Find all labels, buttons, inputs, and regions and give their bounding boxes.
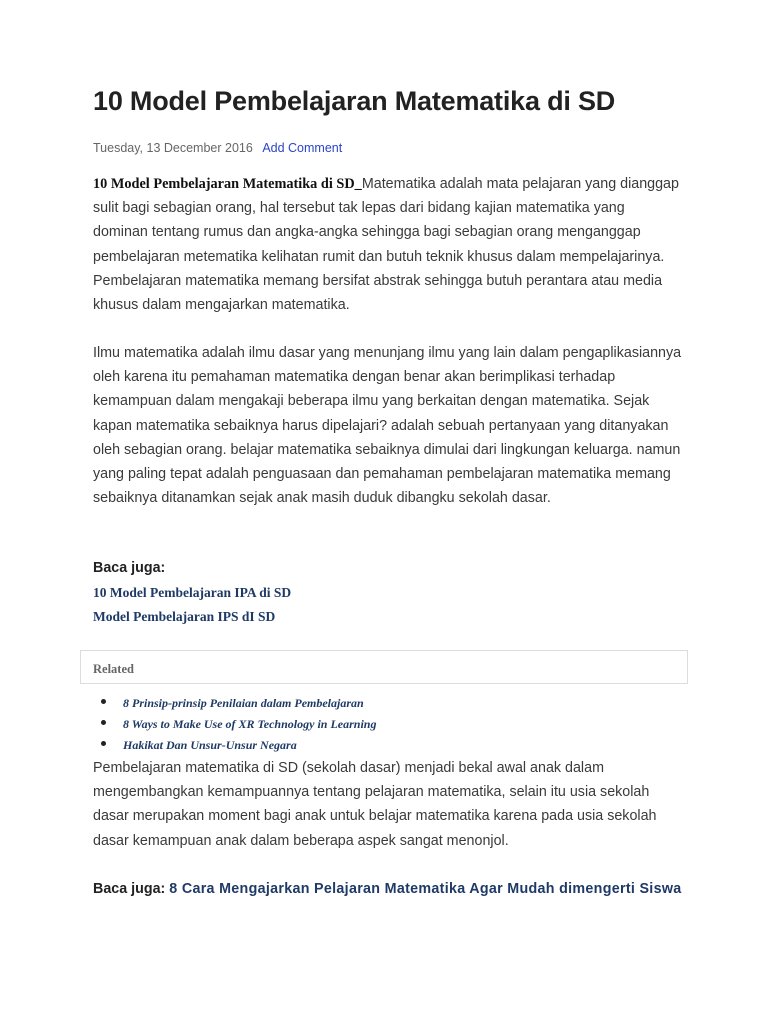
bullet-icon bbox=[101, 699, 106, 704]
bullet-icon bbox=[101, 720, 106, 725]
add-comment-link[interactable]: Add Comment bbox=[262, 141, 343, 155]
paragraph-third: Pembelajaran matematika di SD (sekolah dasar) menjadi bekal awal anak dalam mengembangkan kemampuannya tentang pelajaran matematika, selain itu usia sekolah dasar merupakan moment bagi anak untuk belajar matematika karena pada usia sekolah dasar kemampuan anak dalam beberapa aspek sangat menonjol. bbox=[93, 760, 657, 849]
post-meta bbox=[93, 141, 342, 155]
baca-juga-link-ips[interactable]: Model Pembelajaran IPS dI SD bbox=[93, 609, 276, 624]
related-list bbox=[93, 694, 376, 757]
related-box bbox=[80, 650, 688, 684]
paragraph-intro bbox=[93, 172, 683, 317]
intro-lead: 10 Model Pembelajaran Matematika di SD_ bbox=[93, 176, 362, 192]
baca-juga-label: Baca juga: bbox=[93, 560, 166, 576]
list-item bbox=[93, 694, 376, 715]
related-link[interactable]: Hakikat Dan Unsur-Unsur Negara bbox=[123, 738, 297, 752]
post-title: 10 Model Pembelajaran Matematika di SD bbox=[93, 86, 616, 116]
baca-juga-2-link[interactable]: 8 Cara Mengajarkan Pelajaran Matematika Agar Mudah dimengerti Siswa bbox=[169, 881, 682, 897]
baca-juga-2 bbox=[93, 877, 683, 901]
baca-juga-link-ipa[interactable]: 10 Model Pembelajaran IPA di SD bbox=[93, 585, 292, 600]
bullet-icon bbox=[101, 741, 106, 746]
related-link[interactable]: 8 Ways to Make Use of XR Technology in Learning bbox=[123, 717, 377, 731]
baca-juga-2-label: Baca juga: bbox=[93, 881, 166, 897]
post-date: Tuesday, 13 December 2016 bbox=[93, 141, 253, 155]
list-item bbox=[93, 715, 376, 736]
related-label: Related bbox=[93, 662, 134, 676]
related-link[interactable]: 8 Prinsip-prinsip Penilaian dalam Pembelajaran bbox=[123, 696, 364, 710]
list-item bbox=[93, 736, 376, 757]
paragraph-second: Ilmu matematika adalah ilmu dasar yang menunjang ilmu yang lain dalam pengaplikasiannya oleh karena itu pemahaman matematika dengan benar akan berimplikasi terhadap kemampuan dalam mengakaji beberapa ilmu yang berkaitan dengan matematika. Sejak kapan matematika sebaiknya harus dipelajari? adalah sebuah pertanyaan yang ditanyakan oleh sebagian orang. belajar matematika sebaiknya dimulai dari lingkungan keluarga. namun yang paling tepat adalah penguasaan dan pemahaman pembelajaran matematika memang sebaiknya ditanamkan sejak anak masih duduk dibangku sekolah dasar. bbox=[93, 345, 682, 507]
intro-text: Matematika adalah mata pelajaran yang dianggap sulit bagi sebagian orang, hal tersebut tak lepas dari bidang kajian matematika yang dominan tentang rumus dan angka-angka sehingga bagi sebagian orang menganggap pembelajaran metematika kelihatan rumit dan butuh teknik khusus dalam mempelajarinya. Pembelajaran matematika memang bersifat abstrak sehingga butuh perantara atau media khusus dalam mengajarkan matematika. bbox=[93, 176, 679, 314]
